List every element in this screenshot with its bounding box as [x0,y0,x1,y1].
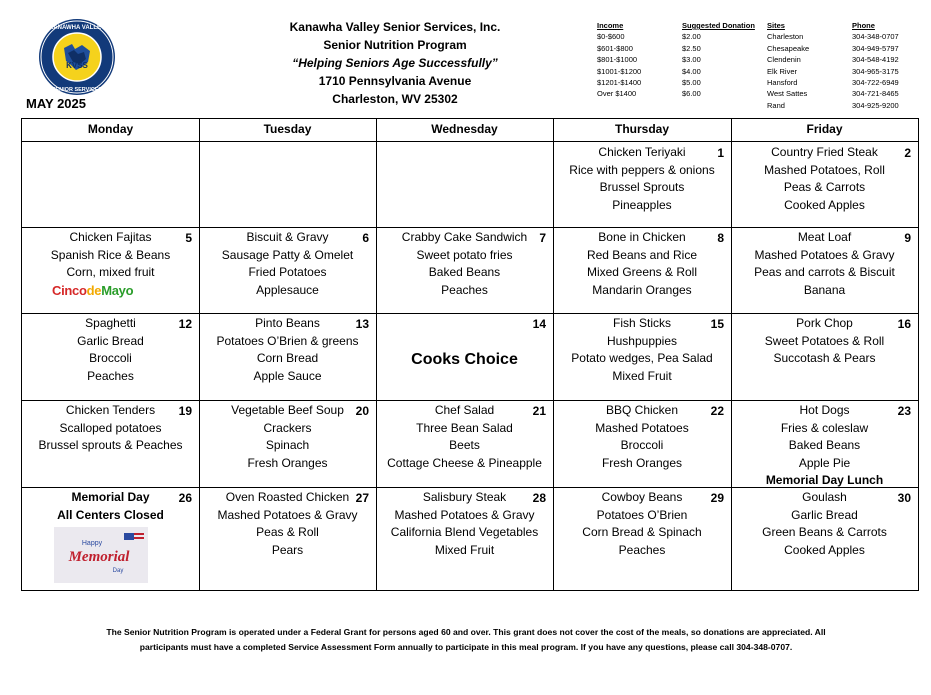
day-number: 28 [532,491,546,505]
day-cell-5 [22,227,199,313]
menu-item: Broccoli [620,438,664,452]
day-cell-30 [731,487,918,591]
svg-text:SENIOR SERVICES: SENIOR SERVICES [51,87,103,93]
income-row: $1001-$1200 [597,66,642,76]
day-number: 21 [532,404,546,418]
menu-item: Rice with peppers & onions [569,162,715,177]
menu-item: Apple Pie [798,455,851,470]
cinco-de-mayo-badge: CincodeMayo [52,283,134,298]
income-row: Over $1400 [597,89,637,99]
menu-item: Mixed Greens & Roll [586,265,698,279]
menu-item: Cottage Cheese & Pineapple [387,455,542,470]
menu-item: Pears [271,542,304,557]
day-number: 8 [717,231,724,245]
donation-row: $3.00 [682,55,701,65]
menu-item: Oven Roasted Chicken [225,490,350,504]
day-number: 14 [532,317,546,331]
menu-item: Mashed Potatoes & Gravy [754,247,895,262]
menu-item: Fried Potatoes [248,265,327,279]
day-cell-26 [22,487,199,591]
menu-item: Beets [449,438,480,452]
menu-item: Spaghetti [85,316,136,330]
day-cell-28 [376,487,553,591]
menu-item: Corn Bread [256,351,319,365]
closed-notice: All Centers Closed [57,507,164,522]
menu-item: BBQ Chicken [605,403,679,417]
donation-row: $5.00 [682,78,701,88]
menu-item: Chicken Fajitas [69,230,152,244]
menu-item: Pinto Beans [255,316,320,330]
menu-item: Country Fried Steak [771,145,878,159]
site-row: Elk River [767,66,798,76]
menu-item: Succotash & Pears [773,351,876,365]
holiday-title: Memorial Day [71,490,150,504]
menu-item: Pineapples [612,197,672,212]
sites-column [767,20,847,111]
menu-item: Peaches [87,368,134,383]
menu-item: Fresh Oranges [247,455,328,470]
program-name: Senior Nutrition Program [323,38,467,52]
menu-item: Mashed Potatoes & Gravy [394,507,535,522]
day-cell-2 [731,142,918,227]
menu-item: Mashed Potatoes & Gravy [217,507,358,522]
day-number: 7 [539,231,546,245]
menu-item: Applesauce [256,282,319,297]
day-number: 29 [710,491,724,505]
empty-day-cell [22,142,199,227]
day-number: 30 [897,491,911,505]
site-row: West Sattes [767,89,808,99]
svg-text:KVSS: KVSS [66,61,88,70]
header-tuesday: Tuesday [199,119,376,142]
menu-item: Cowboy Beans [601,490,683,504]
site-row: Charleston [767,32,804,42]
header-thursday: Thursday [553,119,731,142]
day-cell-19 [22,400,199,487]
menu-item: Baked Beans [788,438,861,452]
svg-text:Happy: Happy [81,540,103,547]
phone-row: 304-949-5797 [852,43,899,53]
menu-item: Chef Salad [434,403,495,417]
day-cell-29 [553,487,731,591]
phone-row: 304-925-9200 [852,100,899,110]
menu-item: Sweet Potatoes & Roll [764,333,885,348]
day-number: 13 [355,317,369,331]
day-cell-21 [376,400,553,487]
svg-text:KANAWHA VALLEY: KANAWHA VALLEY [49,25,105,31]
day-number: 5 [185,231,192,245]
day-number: 19 [178,404,192,418]
day-cell-8 [553,227,731,313]
income-row: $601-$800 [597,43,633,53]
menu-item: Peas & Roll [256,525,319,539]
day-cell-16 [731,313,918,400]
header-monday: Monday [22,119,199,142]
slogan: “Helping Seniors Age Successfully” [292,56,498,70]
menu-item: Peas and carrots & Biscuit [754,265,895,279]
donation-row: $2.00 [682,32,701,42]
menu-item: Vegetable Beef Soup [231,403,344,417]
menu-item: Mandarin Oranges [592,282,692,297]
day-cell-6 [199,227,376,313]
menu-item: Banana [803,282,846,297]
menu-item: Peaches [441,282,488,297]
phone-row: 304-721-8465 [852,89,899,99]
menu-item: Mashed Potatoes, Roll [764,162,885,177]
day-number: 15 [710,317,724,331]
menu-item: Broccoli [89,351,132,365]
menu-item: Hushpuppies [606,333,678,348]
day-cell-9 [731,227,918,313]
phone-row: 304-548-4192 [852,55,899,65]
menu-item: Potatoes O’Brien [596,507,688,522]
menu-item: Fresh Oranges [601,455,683,470]
menu-item: Garlic Bread [791,507,858,522]
cooks-choice: Cooks Choice [411,351,518,368]
day-number: 26 [178,491,192,505]
sites-header: Sites [767,21,785,30]
day-cell-12 [22,313,199,400]
menu-item: Brussel sprouts & Peaches [38,438,183,452]
month-title: MAY 2025 [26,96,86,111]
phone-row: 304-722-6949 [852,78,899,88]
menu-item: Peas & Carrots [783,180,866,194]
donation-row: $2.50 [682,43,701,53]
site-row: Clendenin [767,55,801,65]
menu-item: Hot Dogs [799,403,850,417]
phone-row: 304-965-3175 [852,66,899,76]
menu-item: Bone in Chicken [598,230,686,244]
menu-item: Red Beans and Rice [586,247,698,262]
day-number: 12 [178,317,192,331]
income-row: $1201-$1400 [597,78,642,88]
menu-item: Chicken Tenders [65,403,156,417]
day-number: 22 [710,404,724,418]
address-line-2: Charleston, WV 25302 [332,92,458,106]
menu-item: Mashed Potatoes [595,420,689,435]
day-number: 1 [717,146,724,160]
menu-item: Pork Chop [796,316,853,330]
program-disclaimer [30,625,902,655]
day-number: 9 [904,231,911,245]
menu-item: Potatoes O’Brien & greens [216,333,359,348]
menu-item: Biscuit & Gravy [246,230,329,244]
empty-day-cell [376,142,553,227]
income-row: $0-$600 [597,32,625,42]
disclaimer-line-1: The Senior Nutrition Program is operated under a Federal Grant for persons aged 60 and over. This grant does not cover the cost of the meals, so donations are appreciated. All [106,627,826,637]
menu-item: Fish Sticks [612,316,671,330]
day-cell-27 [199,487,376,591]
disclaimer-line-2: participants must have a completed Service Assessment Form annually to participate in this meal program. If you have any questions, please call 304-348-0707. [139,642,793,652]
income-header: Income [597,21,624,30]
menu-calendar [21,118,919,591]
header-friday: Friday [731,119,918,142]
day-cell-20 [199,400,376,487]
menu-item: Fries & coleslaw [780,420,869,435]
menu-item: Brussel Sprouts [599,180,685,194]
menu-item: Chicken Teriyaki [598,145,686,159]
site-row: Chesapeake [767,43,810,53]
memorial-day-lunch-note: Memorial Day Lunch [765,473,884,487]
day-number: 23 [897,404,911,418]
menu-item: Green Beans & Carrots [762,525,887,539]
day-cell-13 [199,313,376,400]
menu-item: Goulash [802,490,847,504]
kvss-logo [38,18,116,96]
menu-item: Meat Loaf [797,230,852,244]
day-number: 27 [355,491,369,505]
day-cell-14 [376,313,553,400]
day-number: 6 [362,231,369,245]
header-wednesday: Wednesday [376,119,553,142]
empty-day-cell [199,142,376,227]
donation-row: $4.00 [682,66,701,76]
day-cell-22 [553,400,731,487]
day-number: 2 [904,146,911,160]
phone-header: Phone [852,21,875,30]
site-row: Rand [767,100,785,110]
svg-text:Day: Day [112,568,124,574]
phone-column [852,20,922,111]
menu-item: Salisbury Steak [422,490,507,504]
menu-item: Corn, mixed fruit [66,265,155,279]
address-line-1: 1710 Pennsylvania Avenue [318,74,472,88]
menu-item: Sweet potato fries [416,247,513,262]
menu-item: Three Bean Salad [416,420,513,435]
menu-item: Scalloped potatoes [59,420,162,435]
donation-header: Suggested Donation [682,21,755,30]
menu-item: California Blend Vegetables [390,525,539,539]
menu-item: Mixed Fruit [434,542,495,557]
phone-row: 304-348-0707 [852,32,899,42]
income-row: $801-$1000 [597,55,638,65]
menu-item: Apple Sauce [253,368,322,383]
menu-item: Cooked Apples [784,197,865,212]
svg-text:Memorial: Memorial [68,549,130,565]
menu-item: Baked Beans [428,265,501,279]
donation-column [682,20,766,100]
day-number: 16 [897,317,911,331]
menu-item: Cooked Apples [784,542,865,557]
menu-item: Spinach [265,438,310,452]
day-cell-23 [731,400,918,487]
menu-item: Crackers [263,420,312,435]
menu-item: Crabby Cake Sandwich [401,230,528,244]
menu-item: Mixed Fruit [612,368,672,383]
menu-item: Garlic Bread [77,333,144,348]
org-header [230,18,560,108]
happy-memorial-day-image [54,527,148,583]
menu-item: Sausage Patty & Omelet [221,247,354,262]
income-column [597,20,677,100]
donation-row: $6.00 [682,89,701,99]
menu-item: Corn Bread & Spinach [582,525,702,539]
day-number: 20 [355,404,369,418]
day-cell-7 [376,227,553,313]
site-row: Hansford [767,78,798,88]
day-cell-1 [553,142,731,227]
day-cell-15 [553,313,731,400]
menu-item: Potato wedges, Pea Salad [571,351,713,365]
menu-item: Peaches [618,542,666,557]
org-name: Kanawha Valley Senior Services, Inc. [289,20,501,34]
menu-item: Spanish Rice & Beans [50,247,171,262]
